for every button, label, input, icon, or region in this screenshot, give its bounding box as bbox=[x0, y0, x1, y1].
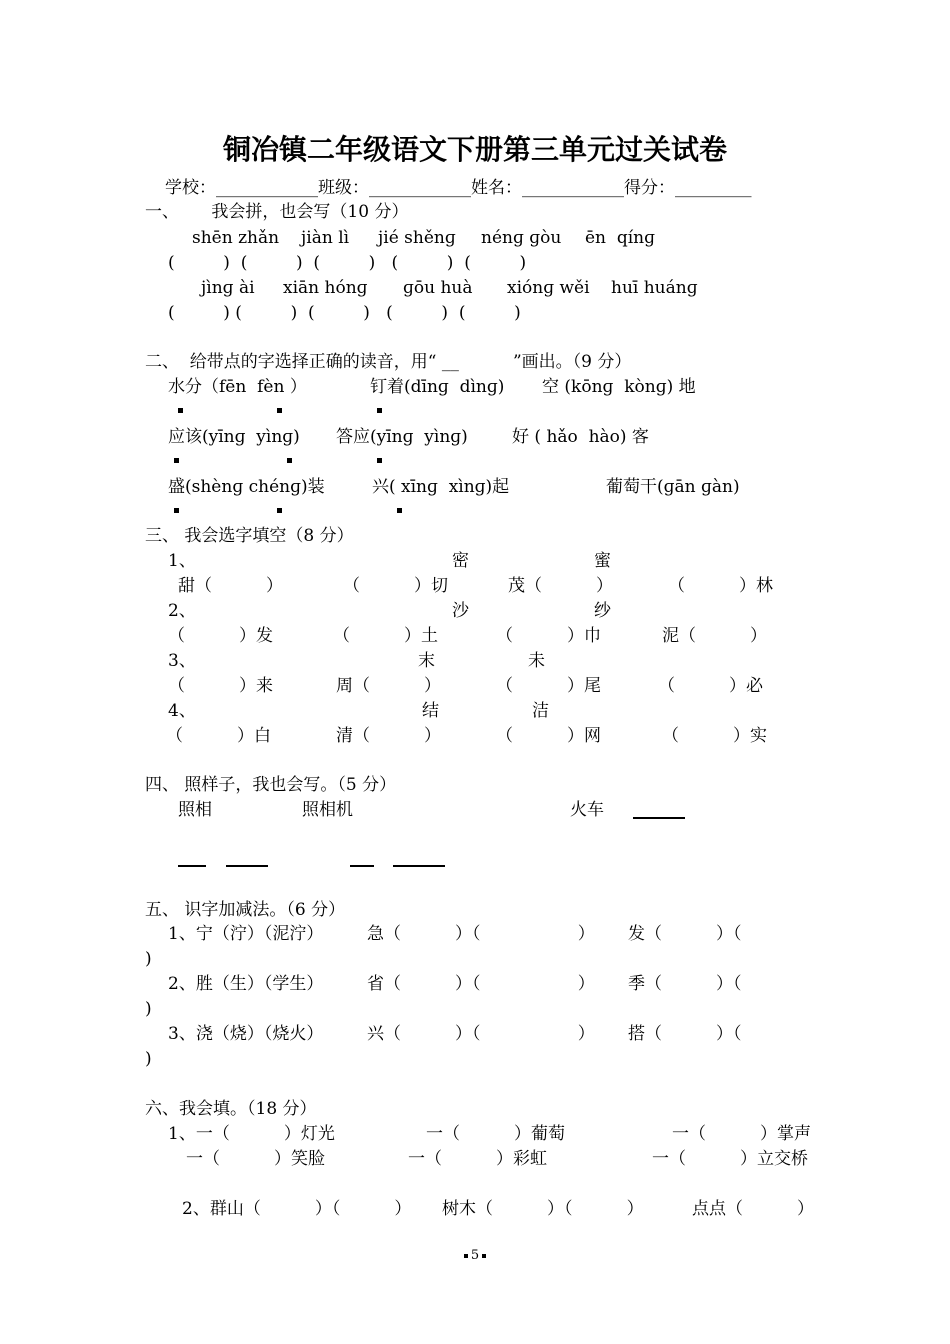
answer-line bbox=[178, 865, 206, 867]
reading-choice: 钉着(dīnɡ dìnɡ) bbox=[370, 377, 505, 397]
fill-blank: （ ）林 bbox=[668, 576, 774, 596]
fill-blank: 点点（ ） bbox=[692, 1199, 815, 1219]
answer-line bbox=[393, 865, 445, 867]
emphasis-dot bbox=[174, 458, 179, 463]
fill-blank: 一（ ）葡萄 bbox=[426, 1124, 566, 1144]
reading-choice: 兴( xīnɡ xìnɡ)起 bbox=[372, 477, 510, 497]
fill-blank: 一（ ）彩虹 bbox=[408, 1149, 548, 1169]
emphasis-dot bbox=[397, 508, 402, 513]
emphasis-dot bbox=[377, 408, 382, 413]
word-example: 2、胜（生）（学生） bbox=[168, 974, 324, 994]
fill-blank: 清（ ） bbox=[336, 726, 442, 746]
reading-choice: 好 ( hǎo hào) 客 bbox=[512, 427, 649, 447]
reading-choice: 葡萄干(ɡān ɡàn) bbox=[606, 477, 740, 497]
reading-choice: 水分（fēn fèn ） bbox=[168, 377, 307, 397]
fill-blank: 树木（ ）（ ） bbox=[442, 1199, 644, 1219]
pinyin-item: ɡōu huà bbox=[403, 278, 473, 298]
page-number: 5 bbox=[470, 1248, 480, 1263]
answer-line bbox=[633, 817, 685, 819]
emphasis-dot bbox=[287, 458, 292, 463]
item-number: 2、 bbox=[168, 601, 196, 621]
answer-line bbox=[226, 865, 268, 867]
closing-paren: ) bbox=[145, 949, 152, 969]
word-example: 1、宁（泞）（泥泞） bbox=[168, 924, 324, 944]
item-number: 1、 bbox=[168, 551, 196, 571]
fill-blank: 周（ ） bbox=[336, 676, 442, 696]
fill-blank: （ ）巾 bbox=[496, 626, 602, 646]
pinyin-item: jiàn lì bbox=[301, 228, 350, 248]
pinyin-item: xiónɡ wěi bbox=[507, 278, 590, 298]
option-char: 沙 bbox=[452, 601, 469, 621]
example-word: 照相 bbox=[178, 800, 212, 820]
answer-line bbox=[350, 865, 374, 867]
fill-blank: 1、一（ ）灯光 bbox=[168, 1124, 335, 1144]
fill-blank: （ ）网 bbox=[496, 726, 602, 746]
item-number: 4、 bbox=[168, 701, 196, 721]
fill-blank: 一（ ）掌声 bbox=[672, 1124, 812, 1144]
emphasis-dot bbox=[277, 408, 282, 413]
closing-paren: ) bbox=[145, 999, 152, 1019]
word-example: 3、浇（烧）（烧火） bbox=[168, 1024, 324, 1044]
fill-blank: 一（ ）笑脸 bbox=[186, 1149, 326, 1169]
item-number: 3、 bbox=[168, 651, 196, 671]
pinyin-item: shēn zhǎn bbox=[192, 228, 280, 248]
fill-blank: 省（ ）（ ） bbox=[367, 974, 595, 994]
answer-blanks: ( ) ( ) ( ) ( ) ( ) bbox=[168, 303, 521, 323]
closing-paren: ) bbox=[145, 1049, 152, 1069]
pinyin-item: nénɡ ɡòu bbox=[481, 228, 562, 248]
fill-blank: （ ）来 bbox=[168, 676, 274, 696]
pinyin-item: jìnɡ ài bbox=[201, 278, 255, 298]
fill-blank: 甜（ ） bbox=[178, 576, 284, 596]
footer-mark bbox=[482, 1254, 486, 1258]
fill-blank: （ ）发 bbox=[168, 626, 274, 646]
fill-blank: 兴（ ）（ ） bbox=[367, 1024, 595, 1044]
reading-choice: 应该(yīnɡ yìnɡ) bbox=[168, 427, 300, 447]
fill-blank: 季（ ）（ bbox=[628, 974, 742, 994]
section-2-heading: 二、 给带点的字选择正确的读音，用“ __ ”画出。（9 分） bbox=[145, 352, 632, 372]
fill-blank: 2、群山（ ）（ ） bbox=[182, 1199, 412, 1219]
fill-blank: （ ）尾 bbox=[496, 676, 602, 696]
page-title: 铜冶镇二年级语文下册第三单元过关试卷 bbox=[222, 133, 727, 166]
fill-blank: 泥（ ） bbox=[662, 626, 768, 646]
option-char: 末 bbox=[418, 651, 435, 671]
fill-blank: 搭（ ）（ bbox=[628, 1024, 742, 1044]
fill-blank: 急（ ）（ ） bbox=[367, 924, 595, 944]
section-4-heading: 四、 照样子，我也会写。（5 分） bbox=[145, 775, 397, 795]
fill-blank: 一（ ）立交桥 bbox=[652, 1149, 809, 1169]
footer-mark bbox=[464, 1254, 468, 1258]
pinyin-item: jié shěnɡ bbox=[378, 228, 456, 248]
pinyin-item: xiān hónɡ bbox=[283, 278, 368, 298]
reading-choice: 盛(shènɡ chénɡ)装 bbox=[168, 477, 325, 497]
answer-blanks: ( ) ( ) ( ) ( ) ( ) bbox=[168, 253, 527, 273]
fill-blank: （ ）实 bbox=[662, 726, 768, 746]
example-word: 照相机 bbox=[302, 800, 353, 820]
fill-blank: （ ）土 bbox=[333, 626, 439, 646]
section-1-heading: 一、 我会拼，也会写（10 分） bbox=[145, 202, 409, 222]
option-char: 蜜 bbox=[594, 551, 611, 571]
option-char: 密 bbox=[452, 551, 469, 571]
section-5-heading: 五、 识字加减法。（6 分） bbox=[145, 900, 346, 920]
pinyin-item: ēn qínɡ bbox=[585, 228, 655, 248]
emphasis-dot bbox=[174, 508, 179, 513]
pinyin-item: huī huánɡ bbox=[611, 278, 698, 298]
fill-blank: （ ）切 bbox=[343, 576, 449, 596]
example-word: 火车 bbox=[570, 800, 604, 820]
emphasis-dot bbox=[277, 508, 282, 513]
fill-blank: 发（ ）（ bbox=[628, 924, 742, 944]
section-3-heading: 三、 我会选字填空（8 分） bbox=[145, 526, 354, 546]
option-char: 结 bbox=[422, 701, 439, 721]
reading-choice: 空 (kōnɡ kònɡ) 地 bbox=[542, 377, 696, 397]
option-char: 洁 bbox=[532, 701, 549, 721]
option-char: 未 bbox=[528, 651, 545, 671]
fill-blank: （ ）白 bbox=[166, 726, 272, 746]
fill-blank: （ ）必 bbox=[658, 676, 764, 696]
emphasis-dot bbox=[178, 408, 183, 413]
student-info-line: 学校：____________班级：____________姓名：____________得分：_________ bbox=[165, 178, 752, 198]
fill-blank: 茂（ ） bbox=[508, 576, 614, 596]
reading-choice: 答应(yīnɡ yìnɡ) bbox=[336, 427, 468, 447]
option-char: 纱 bbox=[594, 601, 611, 621]
section-6-heading: 六、我会填。（18 分） bbox=[145, 1099, 317, 1119]
page-footer bbox=[0, 1248, 950, 1263]
emphasis-dot bbox=[377, 458, 382, 463]
